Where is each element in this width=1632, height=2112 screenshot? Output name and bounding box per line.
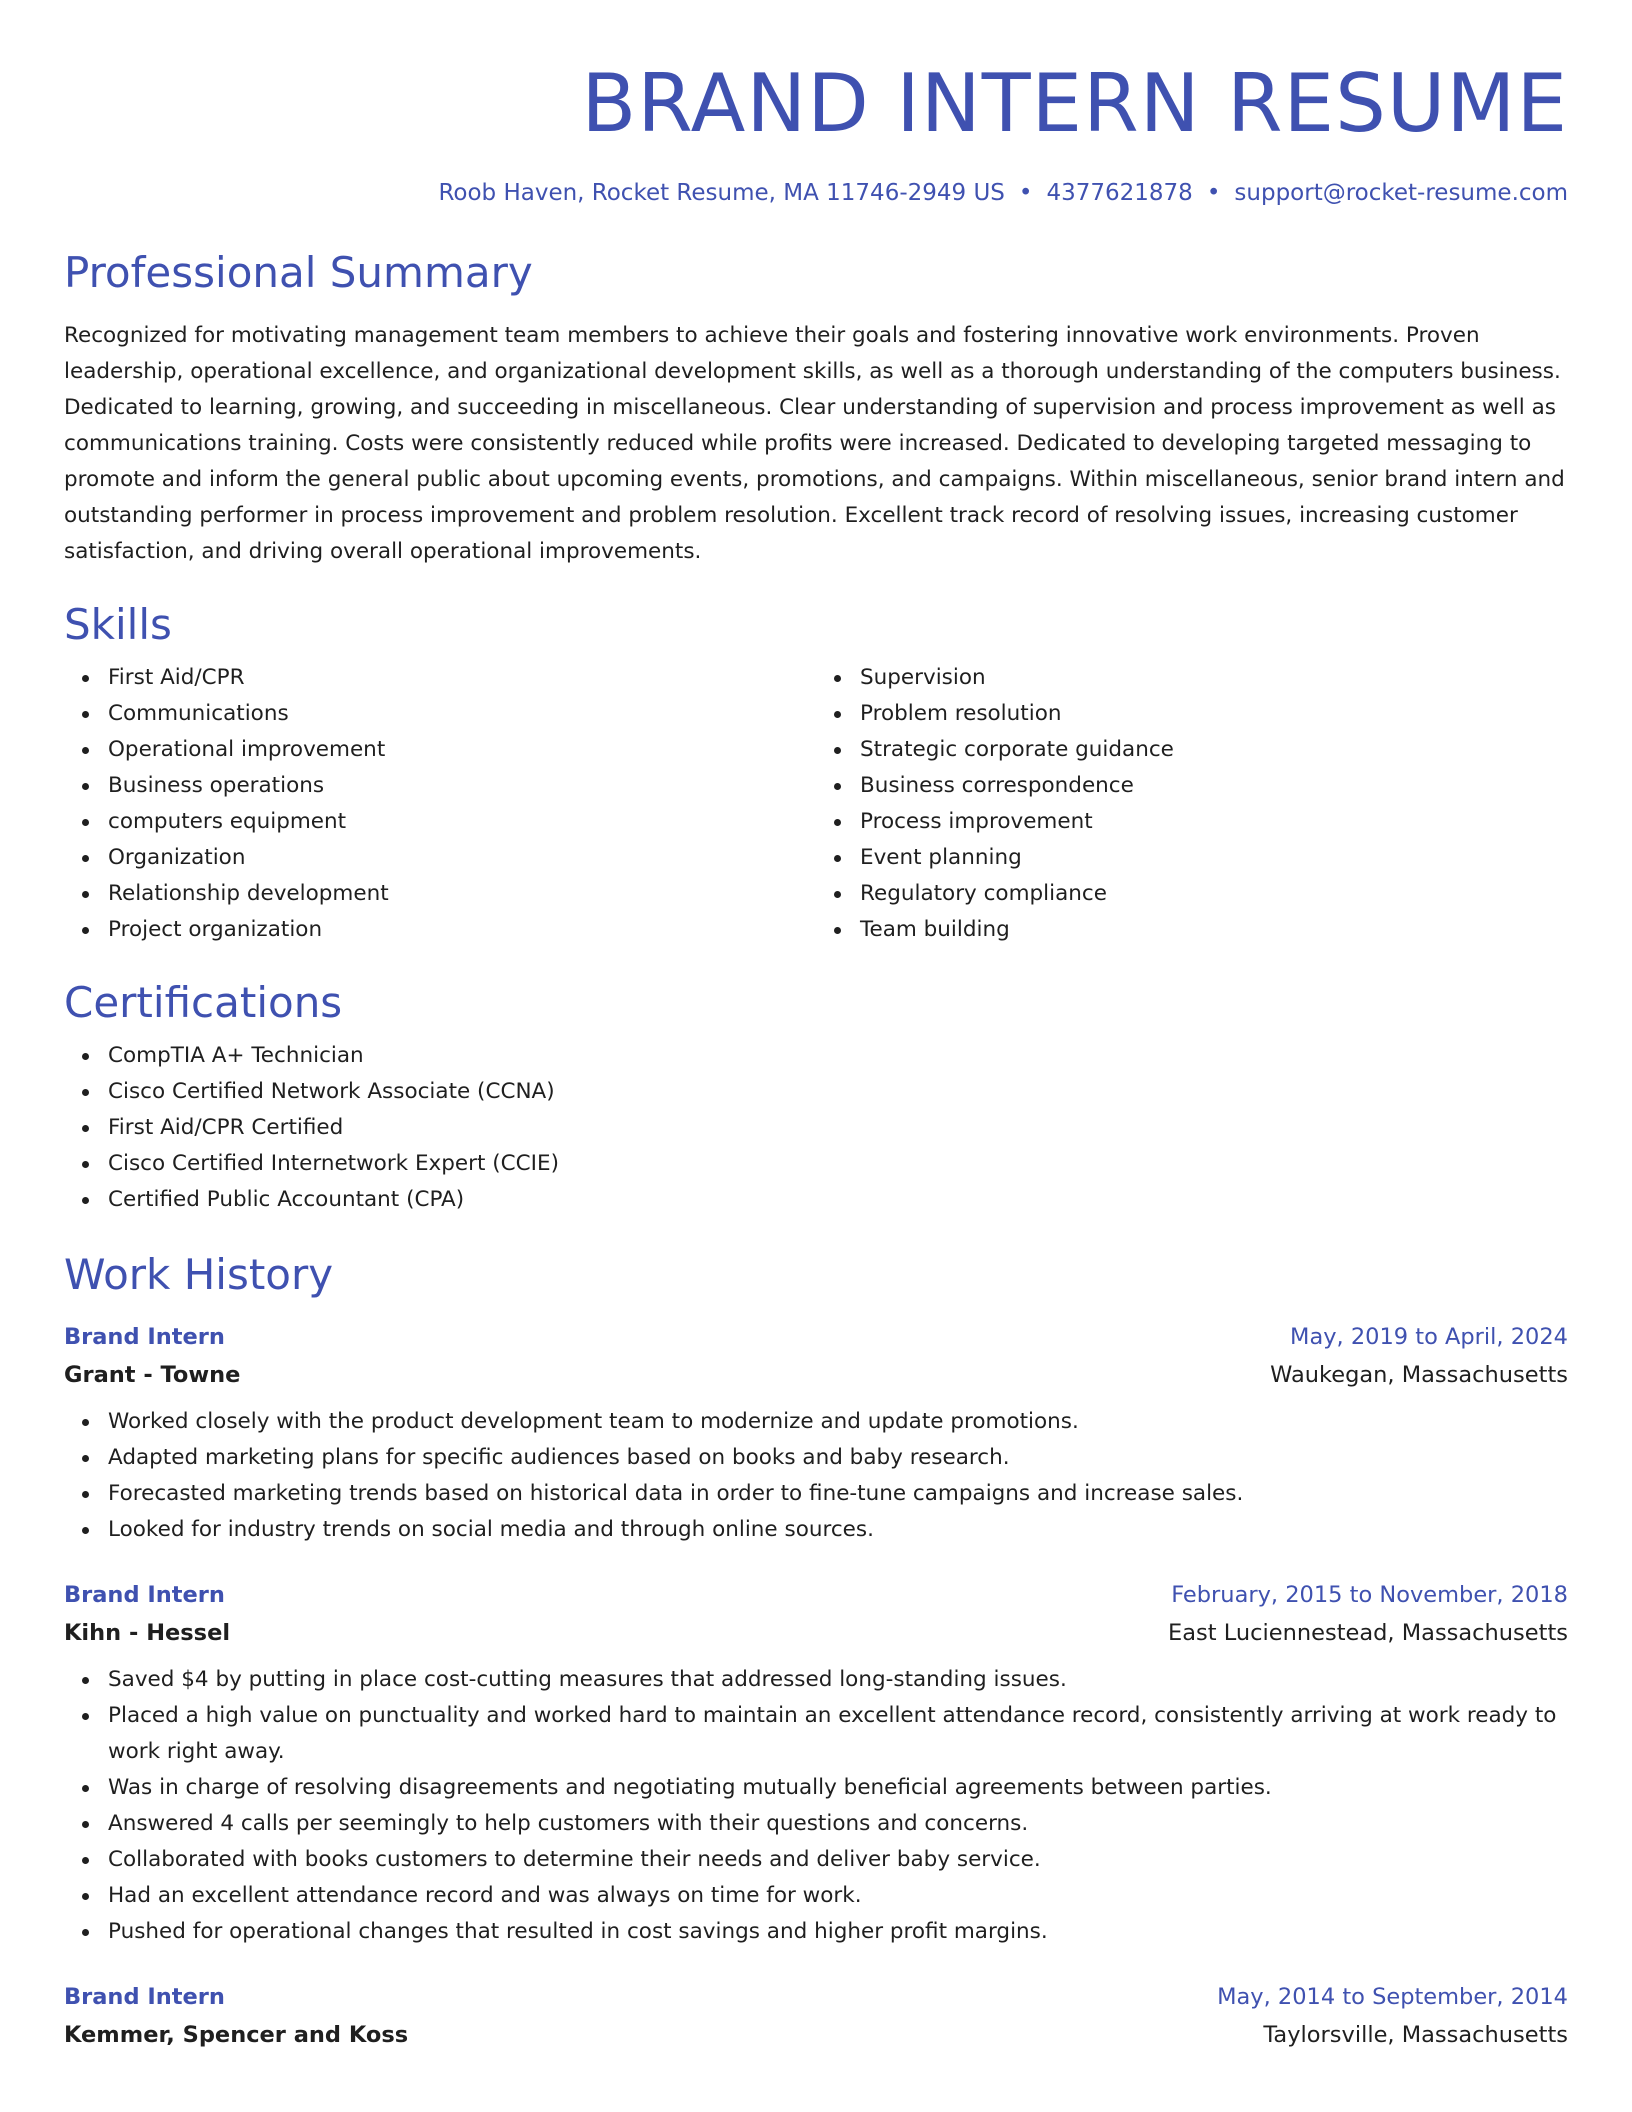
skill-item: Team building [860,912,1568,948]
job-bullet: Pushed for operational changes that resulted in cost savings and higher profit margins. [108,1914,1568,1950]
skill-item: Supervision [860,660,1568,696]
job-header-row [64,1318,1568,1356]
certification-item: Certified Public Accountant (CPA) [108,1182,1568,1218]
job-title: Brand Intern [64,1582,225,1608]
contact-line [64,178,1568,208]
skill-item: Operational improvement [108,732,816,768]
section-heading-summary: Professional Summary [64,248,533,297]
certification-item: First Aid/CPR Certified [108,1110,1568,1146]
skill-item: Project organization [108,912,816,948]
skill-item: Strategic corporate guidance [860,732,1568,768]
work-history-list [64,1318,1568,2054]
skill-item: Communications [108,696,816,732]
job-dates: May, 2014 to September, 2014 [1217,1984,1568,2010]
job-entry [64,1576,1568,1950]
skill-item: Relationship development [108,876,816,912]
job-location: East Luciennestead, Massachusetts [1168,1620,1568,1646]
certifications-list [64,1038,1568,1218]
job-bullet: Was in charge of resolving disagreements and negotiating mutually beneficial agreements between parties. [108,1770,1568,1806]
job-bullet: Saved $4 by putting in place cost-cutting measures that addressed long-standing issues. [108,1662,1568,1698]
job-company: Kemmer, Spencer and Koss [64,2022,409,2048]
job-title: Brand Intern [64,1324,225,1350]
contact-separator: • [1018,180,1033,206]
job-bullet: Worked closely with the product development team to modernize and update promotions. [108,1404,1568,1440]
job-bullet: Adapted marketing plans for specific audiences based on books and baby research. [108,1440,1568,1476]
skill-item: First Aid/CPR [108,660,816,696]
skills-list [64,660,1568,948]
job-bullet: Placed a high value on punctuality and worked hard to maintain an excellent attendance record, consistently arriving at work ready to work right away. [108,1698,1568,1770]
job-header-row [64,1978,1568,2016]
skill-item: Business correspondence [860,768,1568,804]
skills-column-left [64,660,816,948]
section-heading-skills: Skills [64,600,172,649]
job-location: Taylorsville, Massachusetts [1263,2022,1568,2048]
job-company-row [64,1614,1568,1652]
job-bullet: Had an excellent attendance record and was always on time for work. [108,1878,1568,1914]
job-company: Grant - Towne [64,1362,241,1388]
job-header-row [64,1576,1568,1614]
skill-item: Business operations [108,768,816,804]
skill-item: computers equipment [108,804,816,840]
job-entry [64,1978,1568,2054]
job-bullets [64,1662,1568,1950]
skill-item: Regulatory compliance [860,876,1568,912]
job-dates: May, 2019 to April, 2024 [1290,1324,1568,1350]
job-company: Kihn - Hessel [64,1620,231,1646]
skills-column-right [816,660,1568,948]
contact-separator: • [1206,180,1221,206]
job-entry [64,1318,1568,1548]
job-title: Brand Intern [64,1984,225,2010]
job-company-row [64,1356,1568,1394]
job-dates: February, 2015 to November, 2018 [1171,1582,1568,1608]
contact-address: Roob Haven, Rocket Resume, MA 11746-2949 US [438,180,1005,206]
section-heading-work-history: Work History [64,1250,334,1299]
skill-item: Problem resolution [860,696,1568,732]
job-location: Waukegan, Massachusetts [1270,1362,1568,1388]
resume-title: BRAND INTERN RESUME [581,57,1568,150]
skill-item: Organization [108,840,816,876]
certification-item: Cisco Certified Internetwork Expert (CCIE) [108,1146,1568,1182]
section-heading-certifications: Certifications [64,978,343,1027]
skill-item: Process improvement [860,804,1568,840]
certification-item: Cisco Certified Network Associate (CCNA) [108,1074,1568,1110]
job-bullets [64,1404,1568,1548]
summary-text: Recognized for motivating management team members to achieve their goals and fostering innovative work environments. Proven leadership, operational excellence, and organizational development skills, as well as a thorough understanding of the computers business. Dedicated to learning, growing, and succeeding in miscellaneous. Clear understanding of supervision and process improvement as well as communications training. Costs were consistently reduced while profits were increased. Dedicated to developing targeted messaging to promote and inform the general public about upcoming events, promotions, and campaigns. Within miscellaneous, senior brand intern and outstanding performer in process improvement and problem resolution. Excellent track record of resolving issues, increasing customer satisfaction, and driving overall operational improvements. [64,323,1565,564]
contact-phone: 4377621878 [1046,180,1193,206]
certification-item: CompTIA A+ Technician [108,1038,1568,1074]
job-bullet: Looked for industry trends on social media and through online sources. [108,1512,1568,1548]
contact-email[interactable]: support@rocket-resume.com [1234,180,1568,206]
job-bullet: Forecasted marketing trends based on historical data in order to fine-tune campaigns and increase sales. [108,1476,1568,1512]
job-bullet: Collaborated with books customers to determine their needs and deliver baby service. [108,1842,1568,1878]
skill-item: Event planning [860,840,1568,876]
job-company-row [64,2016,1568,2054]
job-bullet: Answered 4 calls per seemingly to help customers with their questions and concerns. [108,1806,1568,1842]
